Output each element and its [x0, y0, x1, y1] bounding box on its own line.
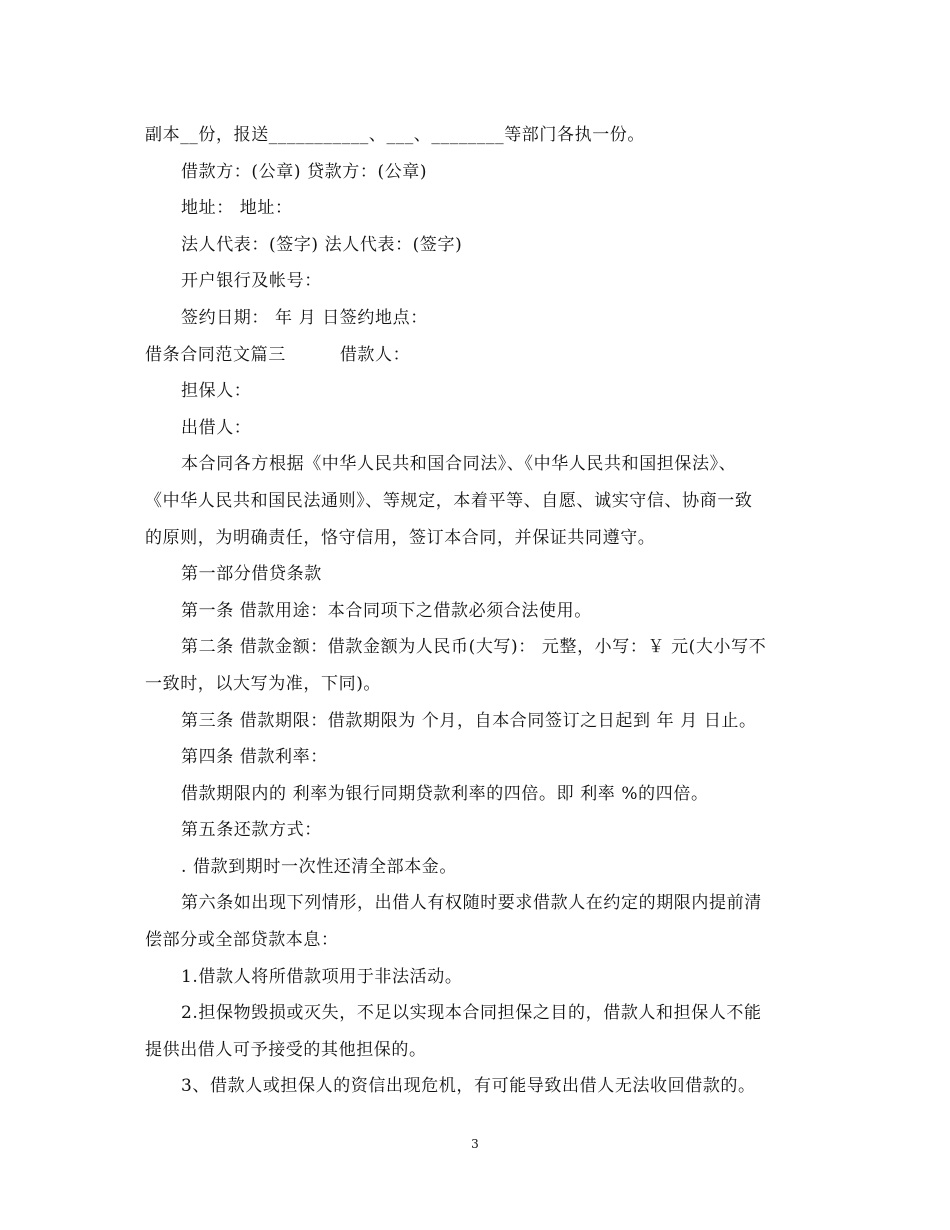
paragraph-line: 3、借款人或担保人的资信出现危机，有可能导致出借人无法收回借款的。: [181, 1076, 756, 1097]
paragraph-line: 地址： 地址：: [181, 198, 293, 219]
paragraph-line: 提供出借人可予接受的其他担保的。: [145, 1039, 427, 1060]
paragraph-line: . 借款到期时一次性还清全部本金。: [181, 856, 458, 877]
paragraph-line: 出借人：: [181, 417, 252, 438]
paragraph-line: 第五条还款方式：: [181, 820, 322, 841]
paragraph-line: 签约日期： 年 月 日签约地点：: [181, 307, 428, 328]
section-title: 借条合同范文篇三: [145, 344, 286, 365]
document-body: [145, 117, 810, 1105]
paragraph-line: 偿部分或全部贷款本息：: [145, 930, 339, 951]
paragraph-line: 借款期限内的 利率为银行同期贷款利率的四倍。即 利率 %的四倍。: [181, 783, 709, 804]
paragraph-line: 第一部分借贷条款: [181, 564, 322, 585]
paragraph-line: 开户银行及帐号：: [181, 271, 322, 292]
paragraph-line: 第四条 借款利率：: [181, 747, 328, 768]
paragraph-line: 本合同各方根据《中华人民共和国合同法》、《中华人民共和国担保法》、: [181, 454, 737, 475]
paragraph-line: 《中华人民共和国民法通则》、等规定，本着平等、自愿、诚实守信、协商一致: [145, 490, 753, 511]
page-number: 3: [471, 1137, 479, 1151]
paragraph-line: 副本__份，报送___________、___、________等部门各执一份。: [145, 125, 645, 145]
paragraph-line: 第三条 借款期限：借款期限为 个月，自本合同签订之日起到 年 月 日止。: [181, 710, 757, 731]
paragraph-line: 借款方：(公章) 贷款方：(公章): [181, 161, 428, 182]
paragraph-line: 法人代表：(签字) 法人代表：(签字): [181, 234, 463, 255]
paragraph-line: 2.担保物毁损或灭失，不足以实现本合同担保之目的，借款人和担保人不能: [181, 1003, 762, 1024]
paragraph-line: 第一条 借款用途：本合同项下之借款必须合法使用。: [181, 600, 592, 621]
section-heading-line: [145, 337, 810, 374]
paragraph-line: 的原则，为明确责任，恪守信用，签订本合同，并保证共同遵守。: [145, 527, 656, 548]
paragraph-line: 第二条 借款金额：借款金额为人民币(大写)： 元整，小写：￥ 元(大小写不: [181, 637, 767, 658]
paragraph-line: 1.借款人将所借款项用于非法活动。: [181, 966, 463, 987]
paragraph-line: 担保人：: [181, 381, 252, 402]
section-borrower-label: 借款人：: [339, 344, 411, 365]
paragraph-line: 第六条如出现下列情形，出借人有权随时要求借款人在约定的期限内提前清: [181, 893, 762, 914]
paragraph-line: 一致时，以大写为准，下同)。: [145, 673, 382, 694]
